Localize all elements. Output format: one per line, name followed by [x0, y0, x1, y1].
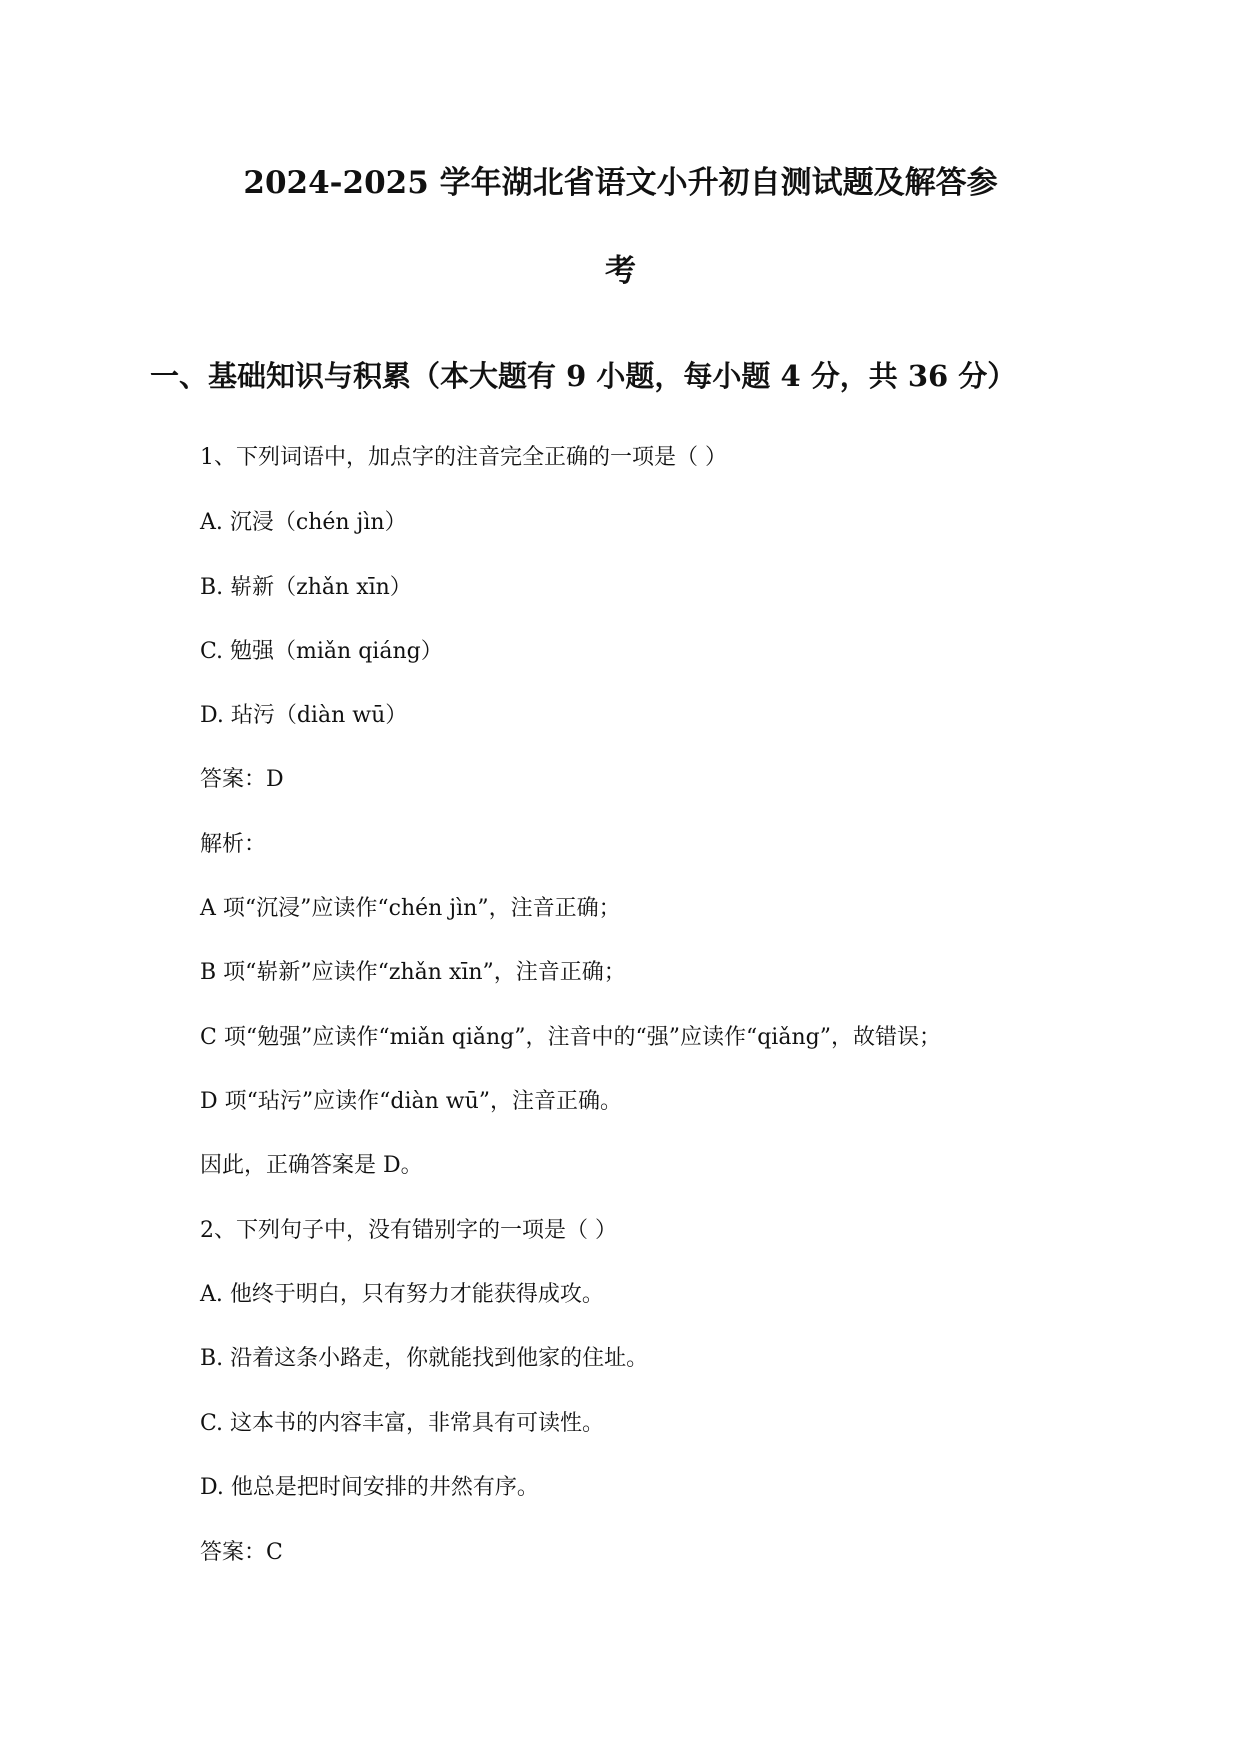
- question-1-stem: 1、下列词语中，加点字的注音完全正确的一项是（ ）: [200, 445, 727, 470]
- question-2-answer: 答案：C: [200, 1540, 283, 1565]
- question-2-option-a: A. 他终于明白，只有努力才能获得成攻。: [200, 1282, 604, 1307]
- section-heading: 一、基础知识与积累（本大题有 9 小题，每小题 4 分，共 36 分）: [150, 359, 1017, 393]
- question-1-option-a: A. 沉浸（chén jìn）: [200, 510, 407, 535]
- document-title-line-1: 2024-2025 学年湖北省语文小升初自测试题及解答参: [243, 165, 998, 201]
- question-2-option-b: B. 沿着这条小路走，你就能找到他家的住址。: [200, 1346, 649, 1371]
- question-1-analysis-b: B 项“崭新”应读作“zhǎn xīn”，注音正确；: [200, 960, 626, 985]
- question-1-analysis-d: D 项“玷污”应读作“diàn wū”，注音正确。: [200, 1089, 623, 1114]
- question-1-analysis-c: C 项“勉强”应读作“miǎn qiǎng”，注音中的“强”应读作“qiǎng”，故错误；: [200, 1025, 941, 1050]
- question-1-conclusion: 因此，正确答案是 D。: [200, 1153, 423, 1178]
- question-2-option-d: D. 他总是把时间安排的井然有序。: [200, 1475, 539, 1500]
- question-2-option-c: C. 这本书的内容丰富，非常具有可读性。: [200, 1411, 605, 1436]
- question-1-option-d: D. 玷污（diàn wū）: [200, 703, 408, 728]
- question-1-option-c: C. 勉强（miǎn qiáng）: [200, 639, 443, 664]
- question-1-analysis-label: 解析：: [200, 832, 267, 857]
- question-2-stem: 2、下列句子中，没有错别字的一项是（ ）: [200, 1218, 617, 1243]
- question-1-option-b: B. 崭新（zhǎn xīn）: [200, 575, 412, 600]
- document-title-line-2: 考: [605, 253, 636, 289]
- question-1-analysis-a: A 项“沉浸”应读作“chén jìn”，注音正确；: [200, 896, 621, 921]
- question-1-answer: 答案：D: [200, 767, 284, 792]
